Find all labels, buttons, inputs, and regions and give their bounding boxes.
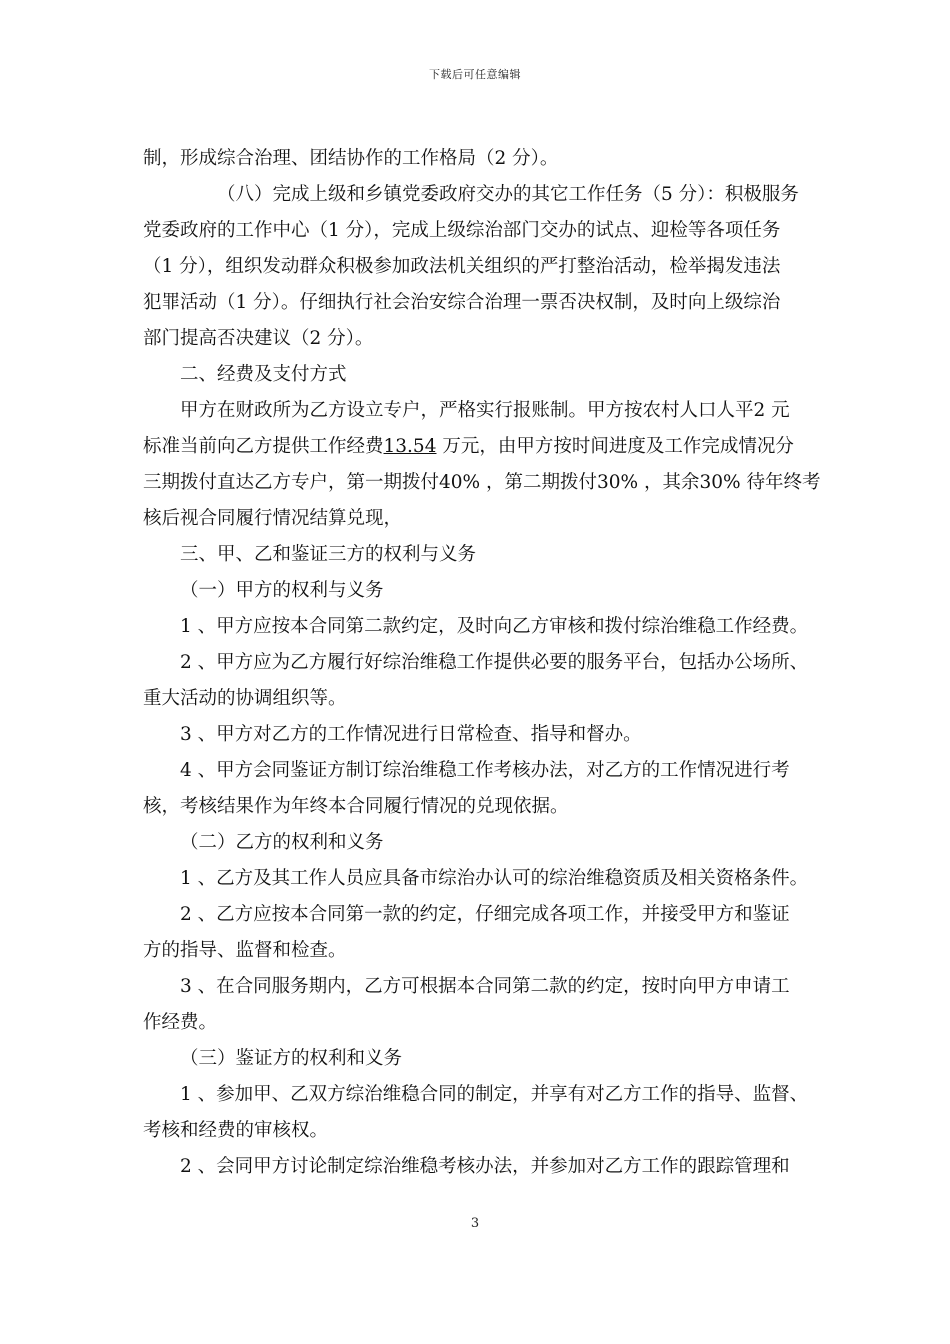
page-number: 3 xyxy=(470,1216,480,1231)
paragraph-line: 考核和经费的审核权。 xyxy=(143,1120,329,1141)
paragraph-line: 1 、参加甲、乙双方综治维稳合同的制定，并享有对乙方工作的指导、监督、 xyxy=(180,1084,809,1105)
paragraph-line: 3 、甲方对乙方的工作情况进行日常检查、指导和督办。 xyxy=(180,724,642,745)
paragraph-line: 方的指导、监督和检查。 xyxy=(143,940,347,961)
paragraph-line: 2 、会同甲方讨论制定综治维稳考核办法，并参加对乙方工作的跟踪管理和 xyxy=(180,1156,790,1177)
page-header: 下载后可任意编辑 xyxy=(429,68,521,81)
paragraph-line: 党委政府的工作中心（1 分），完成上级综治部门交办的试点、迎检等各项任务 xyxy=(143,220,781,241)
paragraph-line: 三期拨付直达乙方专户，第一期拨付40% ，第二期拨付30% ，其余30% 待年终考 xyxy=(143,472,821,493)
paragraph-line: 1 、乙方及其工作人员应具备市综治办认可的综治维稳资质及相关资格条件。 xyxy=(180,868,809,889)
paragraph-line: 2 、甲方应为乙方履行好综治维稳工作提供必要的服务平台，包括办公场所、 xyxy=(180,652,809,673)
paragraph-line: （1 分），组织发动群众积极参加政法机关组织的严打整治活动，检举揭发违法 xyxy=(143,256,781,277)
paragraph-line: 1 、甲方应按本合同第二款约定，及时向乙方审核和拨付综治维稳工作经费。 xyxy=(180,616,809,637)
paragraph-line: 3 、在合同服务期内，乙方可根据本合同第二款的约定，按时向甲方申请工 xyxy=(180,976,790,997)
paragraph-line: 部门提高否决建议（2 分）。 xyxy=(143,328,374,349)
subsection-heading: （一）甲方的权利与义务 xyxy=(180,580,384,601)
paragraph-line: 甲方在财政所为乙方设立专户，严格实行报账制。甲方按农村人口人平2 元 xyxy=(180,400,790,421)
paragraph-line: 核后视合同履行情况结算兑现， xyxy=(143,508,403,529)
section-heading: 三、甲、乙和鉴证三方的权利与义务 xyxy=(180,544,477,565)
paragraph-line: 4 、甲方会同鉴证方制订综治维稳工作考核办法，对乙方的工作情况进行考 xyxy=(180,760,790,781)
paragraph-line: 核，考核结果作为年终本合同履行情况的兑现依据。 xyxy=(143,796,569,817)
line-text: 标准当前向乙方提供工作经费 xyxy=(143,436,384,457)
document-body xyxy=(143,141,821,1185)
subsection-heading: （三）鉴证方的权利和义务 xyxy=(180,1048,403,1069)
section-heading: 二、经费及支付方式 xyxy=(180,364,347,385)
paragraph-line: 重大活动的协调组织等。 xyxy=(143,688,347,709)
paragraph-line: 犯罪活动（1 分）。仔细执行社会治安综合治理一票否决权制，及时向上级综治 xyxy=(143,292,781,313)
paragraph-line: （八）完成上级和乡镇党委政府交办的其它工作任务（5 分）：积极服务 xyxy=(217,184,799,205)
paragraph-line xyxy=(143,429,813,465)
paragraph-line: 作经费。 xyxy=(143,1012,218,1033)
line-text: 万元，由甲方按时间进度及工作完成情况分 xyxy=(436,436,794,457)
subsection-heading: （二）乙方的权利和义务 xyxy=(180,832,384,853)
funding-amount: 13.54 xyxy=(383,436,437,457)
paragraph-line: 2 、乙方应按本合同第一款的约定，仔细完成各项工作，并接受甲方和鉴证 xyxy=(180,904,790,925)
paragraph-line: 制，形成综合治理、团结协作的工作格局（2 分）。 xyxy=(143,148,559,169)
